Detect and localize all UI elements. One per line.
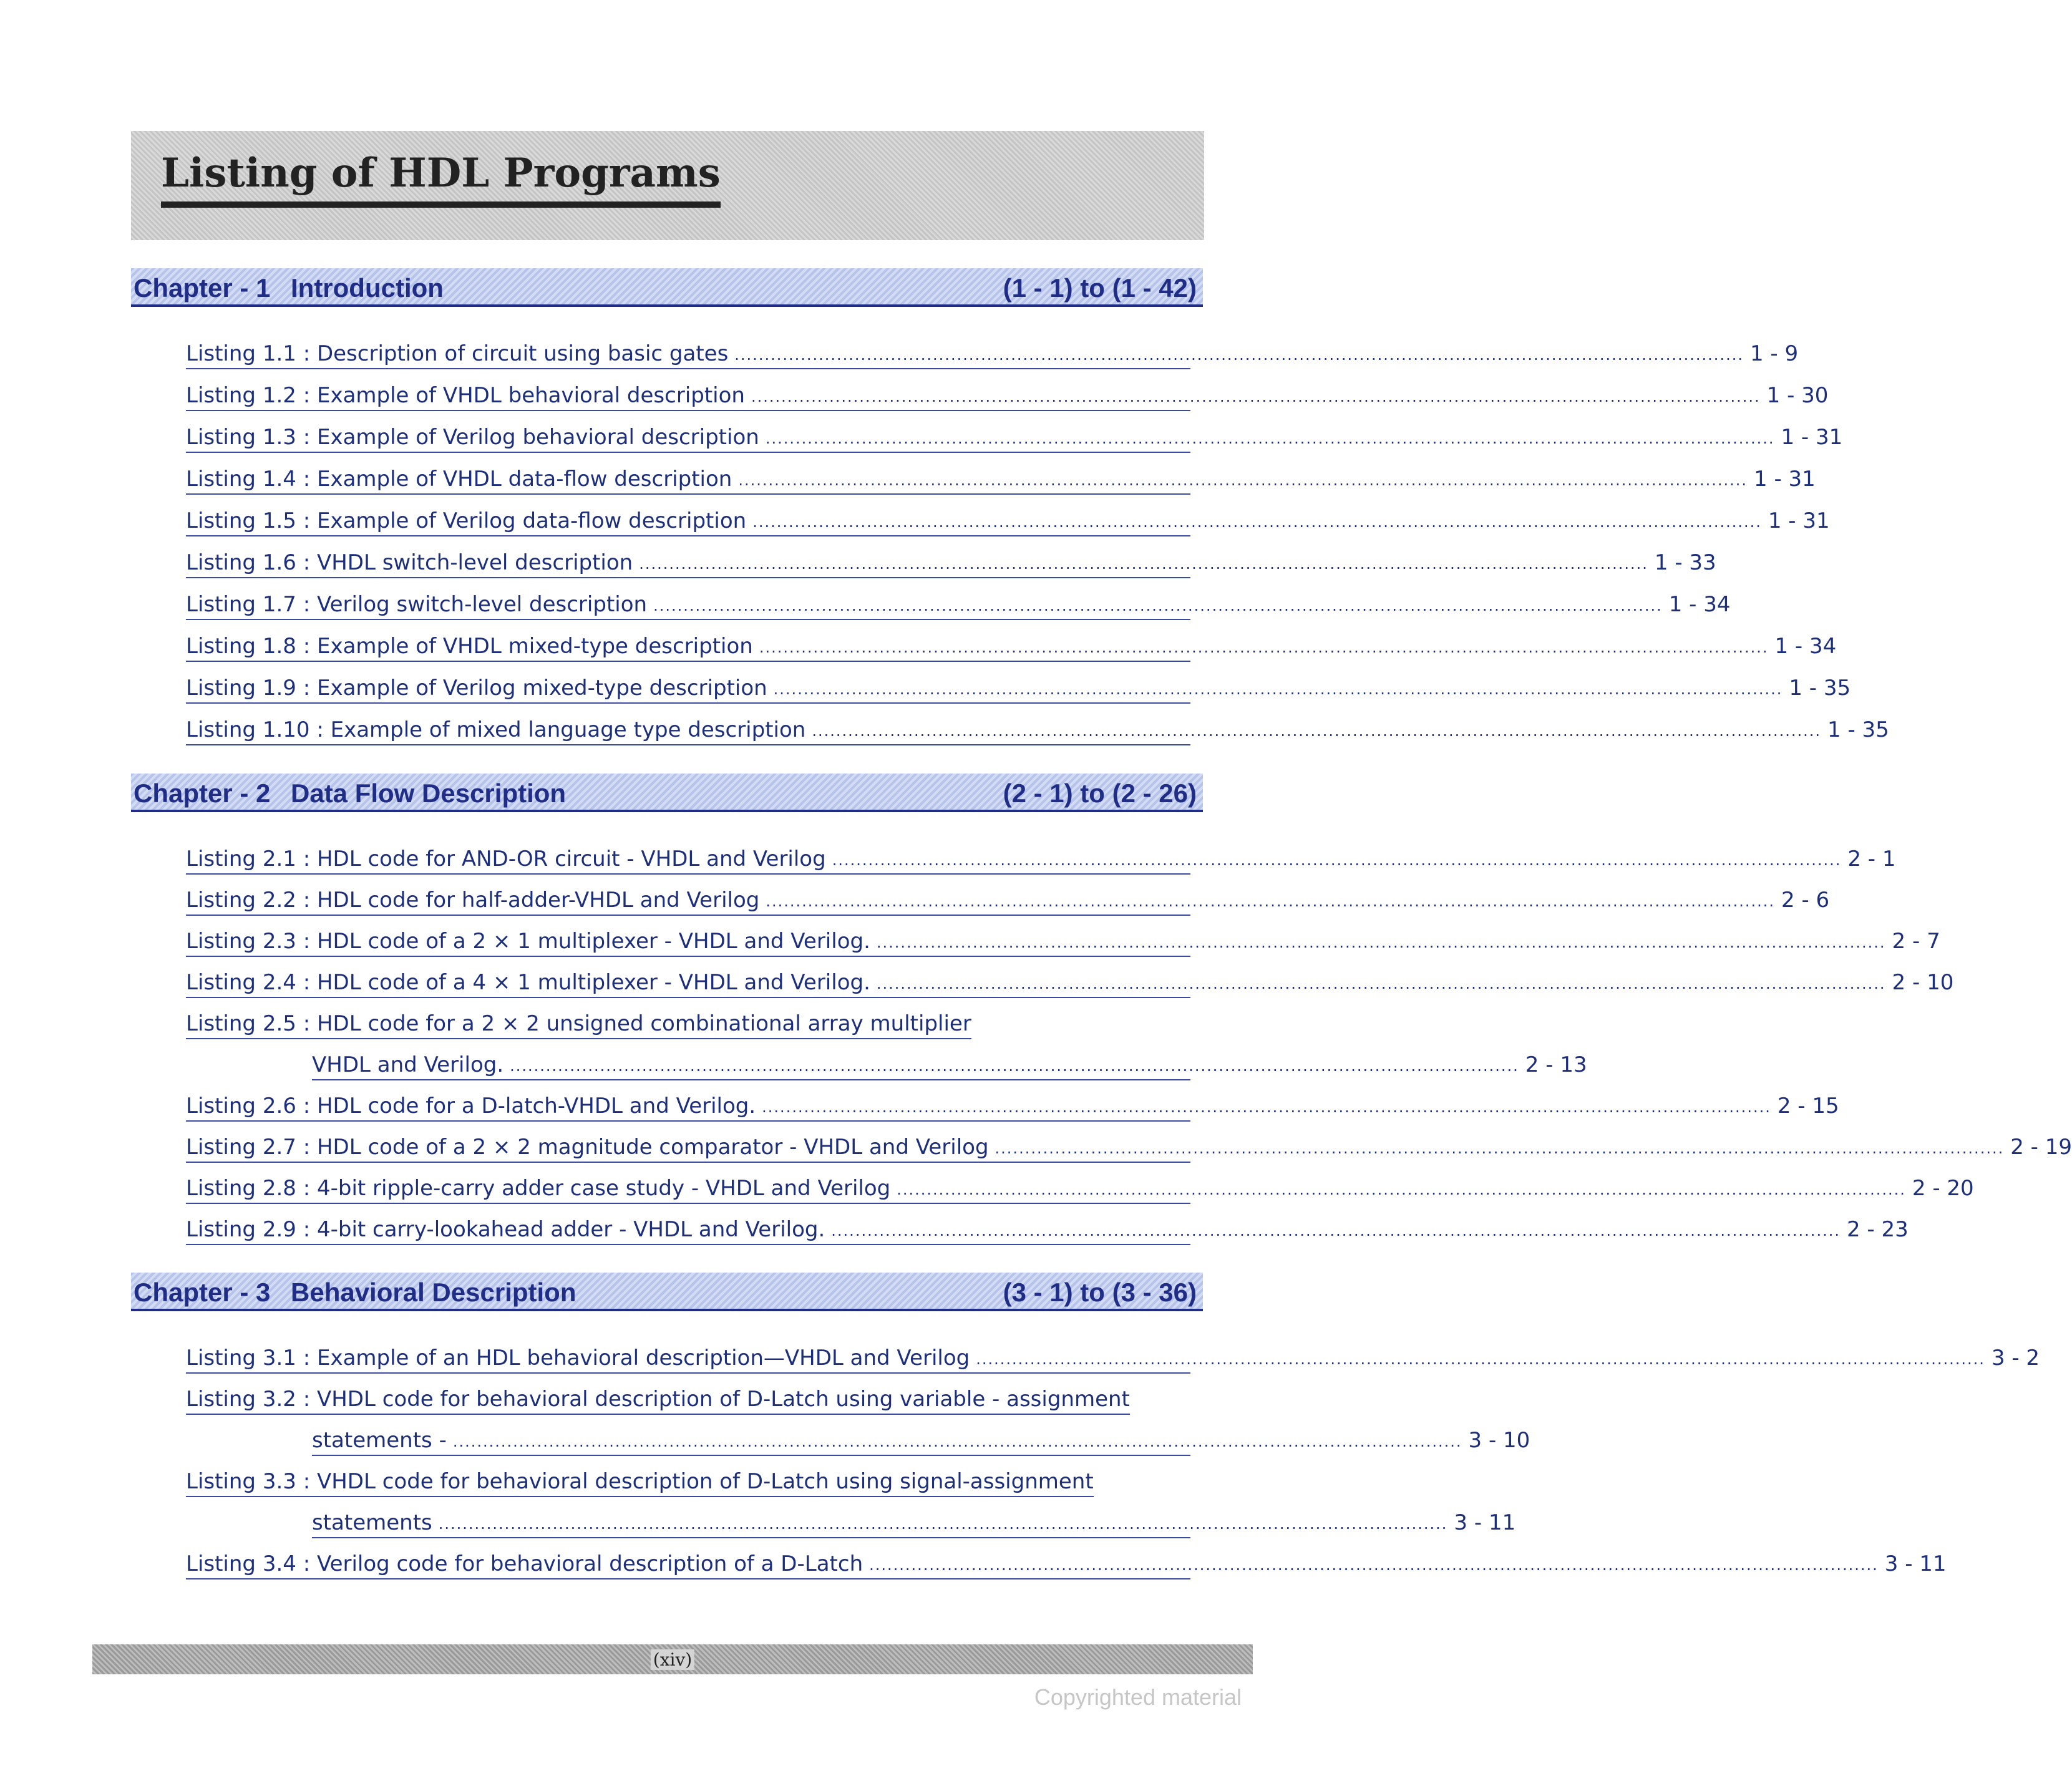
listing-page: 1 - 9	[1749, 341, 1799, 366]
listing-page: 1 - 33	[1654, 550, 1716, 575]
listing-entry[interactable]	[186, 1169, 1974, 1204]
listing-title: Listing 1.9 : Example of Verilog mixed-type description	[186, 675, 767, 701]
chapter-title: Introduction	[291, 273, 444, 303]
listing-entry-continuation[interactable]	[312, 1421, 1530, 1456]
listing-title: Listing 2.1 : HDL code for AND-OR circuit - VHDL and Verilog	[186, 846, 826, 871]
leader-dots: ........................................................................................................................................................................	[639, 555, 1648, 573]
leader-dots: ........................................................................................................................................................................	[752, 513, 1762, 531]
leader-dots: ........................................................................................................................................................................	[876, 934, 1886, 951]
listing-page: 1 - 31	[1781, 424, 1843, 450]
listing-page: 3 - 11	[1454, 1510, 1516, 1535]
listing-page: 2 - 13	[1525, 1052, 1587, 1077]
listing-page: 3 - 10	[1468, 1427, 1530, 1453]
leader-dots: ........................................................................................................................................................................	[762, 1099, 1771, 1116]
chapter-number: Chapter - 1	[134, 273, 271, 303]
listing-entry[interactable]	[186, 460, 1816, 495]
listing-title-continuation: VHDL and Verilog.	[312, 1052, 504, 1077]
listing-entry[interactable]	[186, 1128, 2072, 1163]
listing-entry[interactable]	[186, 1087, 1839, 1122]
chapter-number: Chapter - 2	[134, 779, 271, 808]
listing-entry[interactable]	[186, 1339, 2040, 1374]
footer-bar	[92, 1644, 1253, 1674]
listing-page: 1 - 30	[1766, 382, 1829, 408]
listing-title: Listing 1.10 : Example of mixed language type description	[186, 717, 806, 742]
listing-entry-continuation[interactable]	[312, 1046, 1587, 1080]
listing-title: Listing 3.2 : VHDL code for behavioral description of D-Latch using variable - assignment	[186, 1386, 1130, 1412]
listing-title: Listing 2.3 : HDL code of a 2 × 1 multiplexer - VHDL and Verilog.	[186, 928, 870, 954]
leader-dots: ........................................................................................................................................................................	[734, 346, 1744, 364]
leader-dots: ........................................................................................................................................................................	[759, 639, 1769, 656]
leader-dots: ........................................................................................................................................................................	[452, 1433, 1462, 1450]
leader-dots: ........................................................................................................................................................................	[831, 1222, 1841, 1240]
listing-title: Listing 2.7 : HDL code of a 2 × 2 magnitude comparator - VHDL and Verilog	[186, 1134, 989, 1160]
listing-page: 2 - 7	[1892, 928, 1940, 954]
listing-entry[interactable]	[186, 585, 1731, 620]
listing-page: 1 - 31	[1754, 466, 1816, 492]
listing-title: Listing 1.6 : VHDL switch-level description	[186, 550, 633, 575]
listing-entry-first-line[interactable]	[186, 1004, 971, 1039]
listing-entry[interactable]	[186, 627, 1837, 662]
listing-page: 2 - 1	[1847, 846, 1896, 871]
page-title: Listing of HDL Programs	[161, 150, 721, 208]
listing-page: 2 - 6	[1781, 887, 1830, 913]
listing-entry[interactable]	[186, 1210, 1909, 1245]
listing-title: Listing 3.3 : VHDL code for behavioral description of D-Latch using signal-assignment	[186, 1468, 1094, 1494]
listing-entry[interactable]	[186, 376, 1829, 411]
listing-page: 1 - 35	[1789, 675, 1851, 701]
listing-entry[interactable]	[186, 543, 1716, 578]
leader-dots: ........................................................................................................................................................................	[653, 597, 1663, 614]
listing-title-continuation: statements -	[312, 1427, 447, 1453]
listing-entry[interactable]	[186, 840, 1896, 875]
listing-entry-first-line[interactable]	[186, 1462, 1094, 1497]
listing-entry[interactable]	[186, 711, 1889, 745]
leader-dots: ........................................................................................................................................................................	[876, 975, 1886, 992]
listing-page: 3 - 11	[1884, 1551, 1947, 1576]
listing-title: Listing 1.1 : Description of circuit using basic gates	[186, 341, 729, 366]
leader-dots: ........................................................................................................................................................................	[995, 1140, 2005, 1157]
listing-page: 3 - 2	[1991, 1345, 2040, 1371]
leader-dots: ........................................................................................................................................................................	[751, 388, 1761, 405]
chapter-number: Chapter - 3	[134, 1278, 271, 1307]
chapter-page-range: (1 - 1) to (1 - 42)	[1003, 273, 1197, 303]
listing-title: Listing 2.2 : HDL code for half-adder-VHDL and Verilog	[186, 887, 760, 913]
listing-page: 1 - 35	[1827, 717, 1889, 742]
listing-page: 2 - 19	[2010, 1134, 2072, 1160]
listing-title: Listing 1.8 : Example of VHDL mixed-type description	[186, 633, 753, 659]
chapter-title: Data Flow Description	[291, 779, 567, 808]
listing-title: Listing 1.4 : Example of VHDL data-flow description	[186, 466, 732, 492]
listing-title: Listing 1.5 : Example of Verilog data-flow description	[186, 508, 747, 533]
chapter-3-header	[131, 1273, 1203, 1311]
listing-entry-continuation[interactable]	[312, 1503, 1516, 1538]
listing-entry-first-line[interactable]	[186, 1380, 1130, 1415]
listing-title: Listing 3.1 : Example of an HDL behavioral description—VHDL and Verilog	[186, 1345, 970, 1371]
listing-page: 2 - 15	[1777, 1093, 1839, 1118]
copyright-watermark: Copyrighted material	[1034, 1684, 1242, 1710]
leader-dots: ........................................................................................................................................................................	[773, 681, 1783, 698]
leader-dots: ........................................................................................................................................................................	[812, 722, 1821, 740]
chapter-page-range: (3 - 1) to (3 - 36)	[1003, 1278, 1197, 1307]
listing-title: Listing 2.8 : 4-bit ripple-carry adder case study - VHDL and Verilog	[186, 1175, 891, 1201]
listing-page: 1 - 34	[1774, 633, 1837, 659]
listing-title: Listing 2.9 : 4-bit carry-lookahead adder - VHDL and Verilog.	[186, 1216, 825, 1242]
listing-title: Listing 1.3 : Example of Verilog behavioral description	[186, 424, 759, 450]
leader-dots: ........................................................................................................................................................................	[766, 893, 1776, 910]
listing-title: Listing 1.7 : Verilog switch-level description	[186, 591, 648, 617]
listing-entry[interactable]	[186, 963, 1954, 998]
leader-dots: ........................................................................................................................................................................	[438, 1515, 1448, 1533]
listing-title: Listing 2.4 : HDL code of a 4 × 1 multiplexer - VHDL and Verilog.	[186, 969, 870, 995]
listing-page: 1 - 31	[1768, 508, 1830, 533]
chapter-1-header	[131, 268, 1203, 307]
listing-title: Listing 3.4 : Verilog code for behavioral description of a D-Latch	[186, 1551, 863, 1576]
listing-entry[interactable]	[186, 669, 1851, 704]
listing-entry[interactable]	[186, 502, 1830, 536]
listing-entry[interactable]	[186, 922, 1940, 957]
listing-entry[interactable]	[186, 334, 1799, 369]
listing-title: Listing 2.5 : HDL code for a 2 × 2 unsigned combinational array multiplier	[186, 1011, 971, 1036]
leader-dots: ........................................................................................................................................................................	[869, 1556, 1879, 1574]
listing-page: 2 - 23	[1846, 1216, 1909, 1242]
listing-title-continuation: statements	[312, 1510, 432, 1535]
leader-dots: ........................................................................................................................................................................	[976, 1351, 1985, 1368]
leader-dots: ........................................................................................................................................................................	[738, 472, 1748, 489]
listing-page: 2 - 20	[1912, 1175, 1974, 1201]
listing-entry[interactable]	[186, 418, 1843, 453]
page-banner	[131, 131, 1204, 240]
listing-entry[interactable]	[186, 881, 1830, 916]
leader-dots: ........................................................................................................................................................................	[832, 851, 1842, 869]
listing-page: 1 - 34	[1668, 591, 1731, 617]
listing-title: Listing 2.6 : HDL code for a D-latch-VHDL and Verilog.	[186, 1093, 756, 1118]
chapter-2-header	[131, 774, 1203, 812]
leader-dots: ........................................................................................................................................................................	[897, 1181, 1906, 1198]
leader-dots: ........................................................................................................................................................................	[510, 1057, 1519, 1075]
chapter-title: Behavioral Description	[291, 1278, 576, 1307]
leader-dots: ........................................................................................................................................................................	[765, 430, 1775, 447]
page-number: (xiv)	[651, 1649, 694, 1670]
listing-page: 2 - 10	[1892, 969, 1954, 995]
chapter-page-range: (2 - 1) to (2 - 26)	[1003, 779, 1197, 808]
listing-title: Listing 1.2 : Example of VHDL behavioral description	[186, 382, 745, 408]
listing-entry[interactable]	[186, 1545, 1947, 1579]
